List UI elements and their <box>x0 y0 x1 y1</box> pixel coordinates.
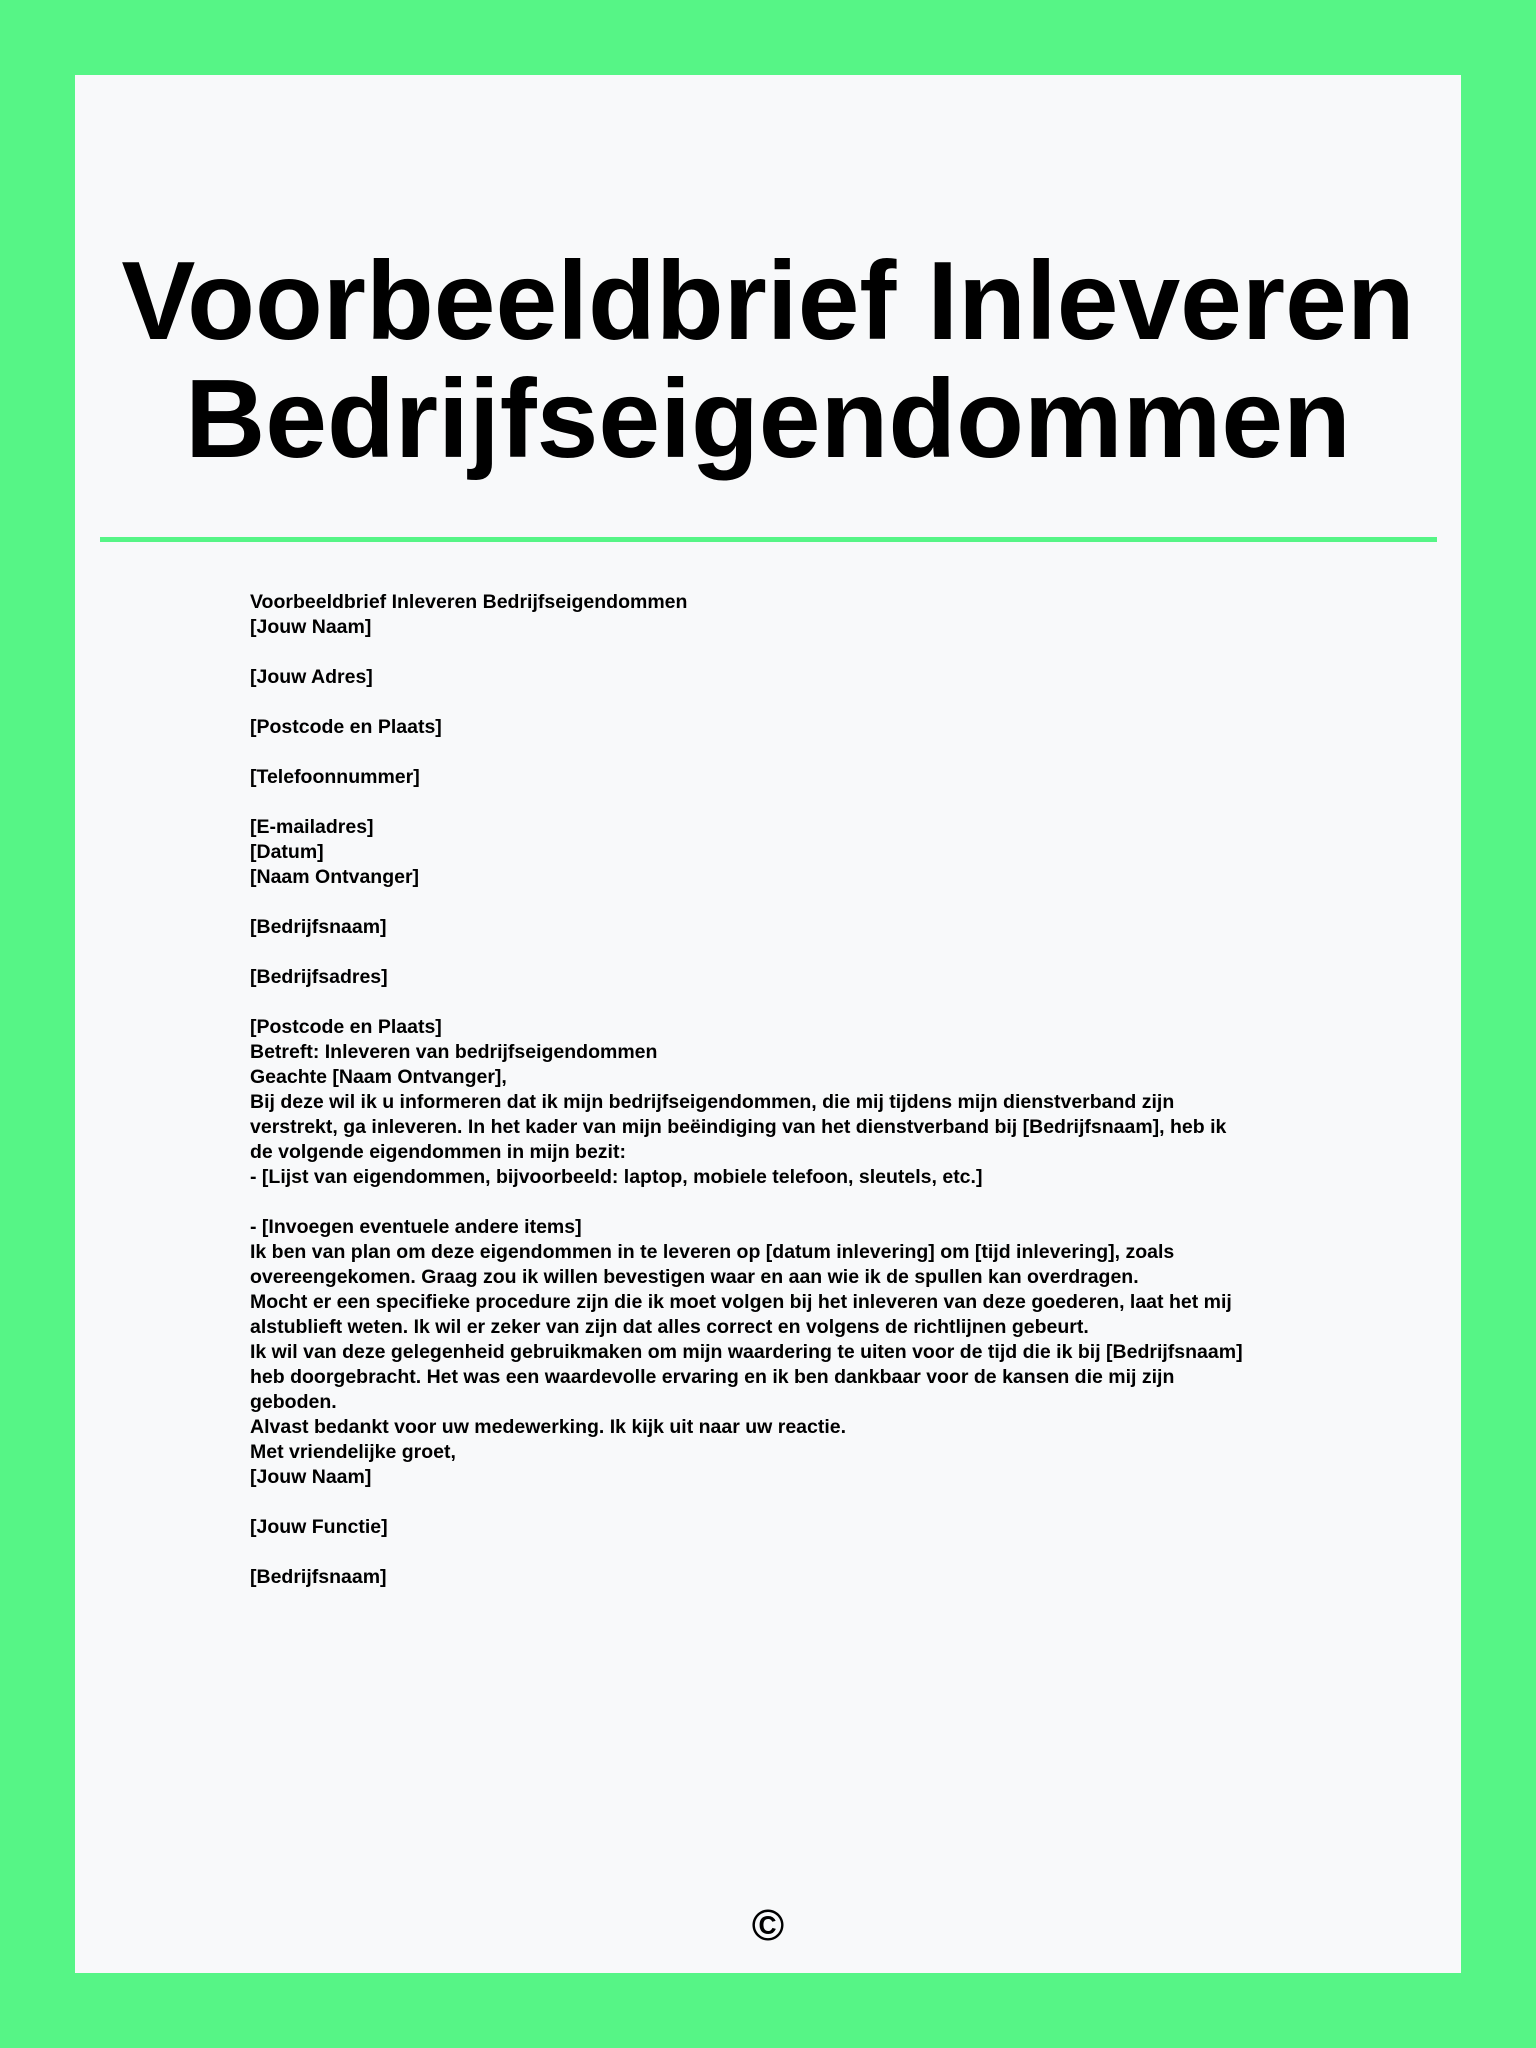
page-title-line-1: Voorbeeldbrief Inleveren <box>121 239 1415 363</box>
page-title <box>0 239 1536 481</box>
letter-body: Voorbeeldbrief Inleveren Bedrijfseigendommen [Jouw Naam] [Jouw Adres] [Postcode en Plaats] [Telefoonnummer] [E-mailadres] [Datum] [Naam Ontvanger] [Bedrijfsnaam] [Bedrijfsadres] [Postcode en Plaats] Betreft: Inleveren van bedrijfseigendommen Geachte [Naam Ontvanger], Bij deze wil ik u informeren dat ik mijn bedrijfseigendommen, die mij tijdens mijn dienstverband zijn verstrekt, ga inleveren. In het kader van mijn beëindiging van het dienstverband bij [Bedrijfsnaam], heb ik de volgende eigendommen in mijn bezit: - [Lijst van eigendommen, bijvoorbeeld: laptop, mobiele telefoon, sleutels, etc.] - [Invoegen eventuele andere items] Ik ben van plan om deze eigendommen in te leveren op [datum inlevering] om [tijd inlevering], zoals overeengekomen. Graag zou ik willen bevestigen waar en aan wie ik de spullen kan overdragen. Mocht er een specifieke procedure zijn die ik moet volgen bij het inleveren van deze goederen, laat het mij alstublieft weten. Ik wil er zeker van zijn dat alles correct en volgens de richtlijnen gebeurt. Ik wil van deze gelegenheid gebruikmaken om mijn waardering te uiten voor de tijd die ik bij [Bedrijfsnaam] heb doorgebracht. Het was een waardevolle ervaring en ik ben dankbaar voor de kansen die mij zijn geboden. Alvast bedankt voor uw medewerking. Ik kijk uit naar uw reactie. Met vriendelijke groet, [Jouw Naam] [Jouw Functie] [Bedrijfsnaam] <box>250 591 1243 1588</box>
title-divider <box>100 537 1437 542</box>
copyright-icon: © <box>751 1901 785 1950</box>
page-title-line-2: Bedrijfseigendommen <box>185 357 1351 481</box>
